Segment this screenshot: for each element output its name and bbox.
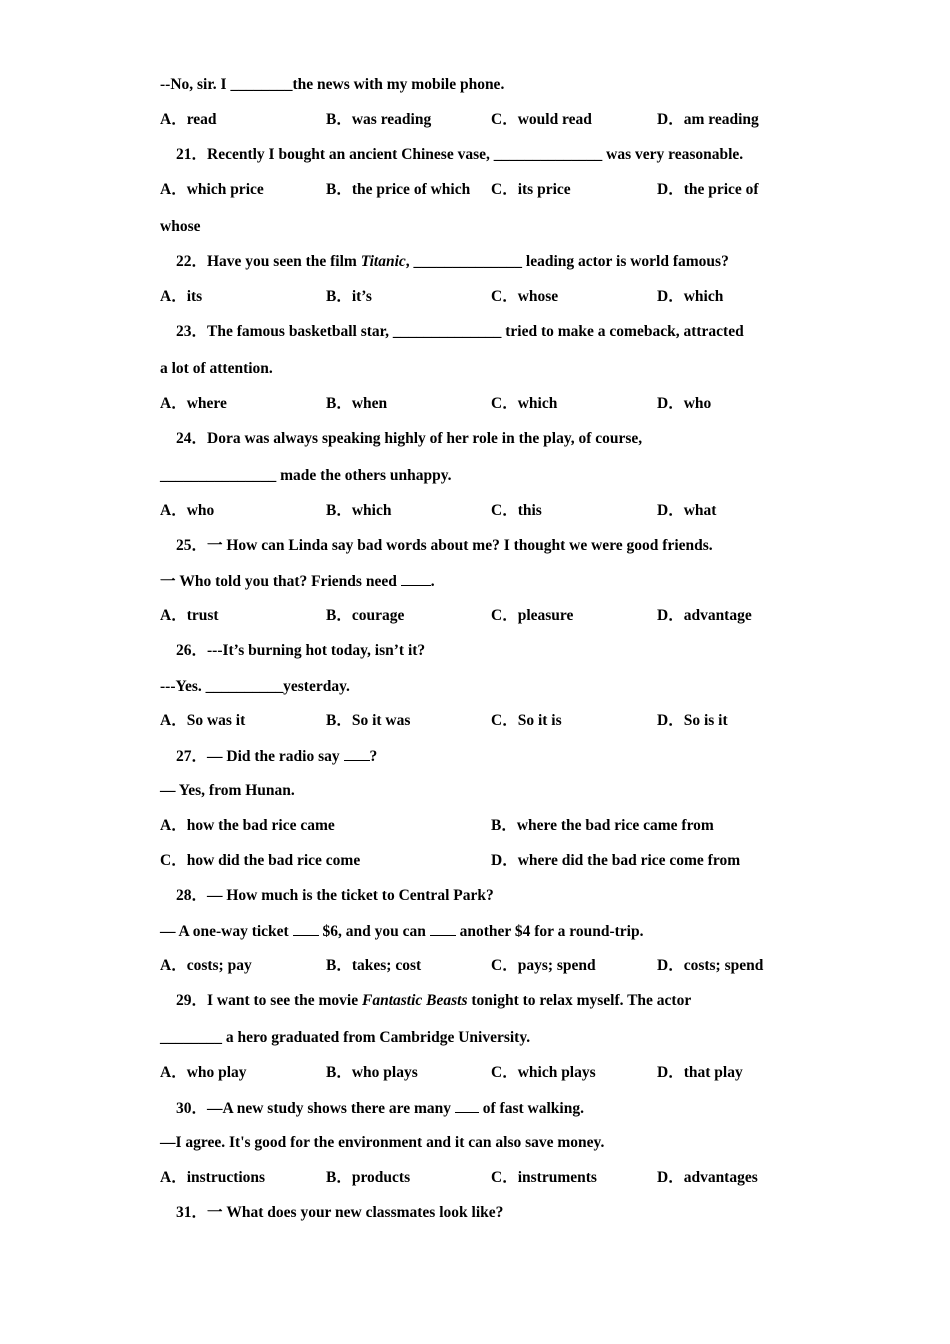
question-21: 21．Recently I bought an ancient Chinese vase, ______________ was very reasonable. (176, 146, 744, 163)
option-b: B．was reading (326, 111, 432, 128)
option-b: B．who plays (326, 1064, 418, 1081)
question-21-option-d-continued: whose (160, 218, 201, 235)
answer-blank (430, 921, 456, 936)
option-a: A．costs; pay (160, 957, 252, 974)
question-30 (176, 1098, 584, 1119)
answer-blank (293, 921, 319, 936)
question-25-reply-end: . (430, 573, 435, 590)
option-c: C．So it is (491, 712, 562, 729)
option-b: B．So it was (326, 712, 411, 729)
option-a: A．where (160, 395, 227, 412)
question-28-reply (160, 921, 643, 942)
question-23-continued: a lot of attention. (160, 360, 273, 377)
option-d: D．who (657, 395, 712, 412)
question-26-reply: ---Yes. __________yesterday. (160, 678, 350, 695)
option-c: C．its price (491, 181, 571, 198)
option-b: B．when (326, 395, 388, 412)
question-31: 31．一 What does your new classmates look like? (176, 1204, 504, 1221)
question-27-text-end: ? (369, 748, 378, 765)
question-27-reply: — Yes, from Hunan. (160, 782, 295, 799)
option-a: A．So was it (160, 712, 246, 729)
question-25-options (160, 606, 820, 626)
question-23: 23．The famous basketball star, ______________ tried to make a comeback, attracted (176, 323, 744, 340)
option-a: A．trust (160, 607, 219, 624)
question-22 (176, 252, 729, 272)
question-28-options (160, 956, 820, 976)
question-23-options (160, 394, 820, 414)
answer-blank (455, 1098, 479, 1113)
question-22-options (160, 287, 820, 307)
film-title: Titanic (360, 253, 406, 270)
question-24-options (160, 501, 820, 521)
option-a: A．read (160, 111, 217, 128)
option-b: B．where the bad rice came from (491, 817, 714, 834)
question-29-text-end: tonight to relax myself. The actor (467, 992, 692, 1009)
answer-blank (401, 571, 431, 586)
option-d: D．So is it (657, 712, 728, 729)
option-a: A．which price (160, 181, 264, 198)
option-c: C．would read (491, 111, 592, 128)
option-d: D．advantage (657, 607, 752, 624)
question-25-reply-text: 一 Who told you that? Friends need (160, 573, 401, 590)
question-27-text: 27．— Did the radio say (176, 748, 344, 765)
question-30-text-end: of fast walking. (478, 1100, 584, 1117)
question-30-options (160, 1168, 820, 1188)
question-21-options (160, 180, 820, 200)
option-d: D．costs; spend (657, 957, 764, 974)
option-d: D．advantages (657, 1169, 758, 1186)
question-28-reply-text-2: $6, and you can (318, 923, 430, 940)
option-c: C．whose (491, 288, 559, 305)
option-a: A．how the bad rice came (160, 817, 335, 834)
question-26-options (160, 711, 820, 731)
question-28-reply-text: — A one-way ticket (160, 923, 293, 940)
movie-title: Fantastic Beasts (361, 992, 468, 1009)
answer-blank (344, 746, 370, 761)
option-d: D．where did the bad rice come from (491, 852, 741, 869)
option-c: C．instruments (491, 1169, 597, 1186)
option-c: C．how did the bad rice come (160, 852, 361, 869)
option-c: C．which (491, 395, 558, 412)
option-d: D．which (657, 288, 724, 305)
question-20-answer-line: --No, sir. I ________the news with my mobile phone. (160, 76, 505, 93)
question-30-reply: —I agree. It's good for the environment and it can also save money. (160, 1134, 605, 1151)
option-a: A．who (160, 502, 215, 519)
question-29-options (160, 1063, 820, 1083)
question-26: 26．---It’s burning hot today, isn’t it? (176, 642, 426, 659)
question-25-reply (160, 571, 435, 592)
option-b: B．products (326, 1169, 411, 1186)
question-29 (176, 991, 691, 1011)
question-22-text: 22．Have you seen the film (176, 253, 361, 270)
question-30-text: 30．—A new study shows there are many (176, 1100, 455, 1117)
question-27-options-row-2 (160, 851, 820, 871)
question-27 (176, 746, 377, 767)
question-24: 24．Dora was always speaking highly of her role in the play, of course, (176, 430, 643, 447)
question-22-text-end: , ______________ leading actor is world famous? (405, 253, 729, 270)
question-28-reply-text-3: another $4 for a round-trip. (455, 923, 644, 940)
option-d: D．am reading (657, 111, 759, 128)
option-d: D．that play (657, 1064, 743, 1081)
option-c: C．pleasure (491, 607, 574, 624)
option-b: B．it’s (326, 288, 372, 305)
option-b: B．the price of which (326, 181, 471, 198)
option-d: D．what (657, 502, 717, 519)
option-c: C．which plays (491, 1064, 596, 1081)
question-20-options (160, 110, 820, 130)
question-29-continued: ________ a hero graduated from Cambridge University. (160, 1029, 531, 1046)
option-b: B．courage (326, 607, 405, 624)
option-d: D．the price of (657, 181, 759, 198)
question-25: 25．一 How can Linda say bad words about me? I thought we were good friends. (176, 537, 713, 554)
question-29-text: 29．I want to see the movie (176, 992, 362, 1009)
option-a: A．its (160, 288, 203, 305)
option-a: A．instructions (160, 1169, 266, 1186)
question-28: 28．— How much is the ticket to Central Park? (176, 887, 494, 904)
question-24-continued: _______________ made the others unhappy. (160, 467, 452, 484)
option-c: C．this (491, 502, 542, 519)
question-27-options-row-1 (160, 816, 820, 836)
option-a: A．who play (160, 1064, 247, 1081)
option-b: B．takes; cost (326, 957, 422, 974)
option-c: C．pays; spend (491, 957, 596, 974)
option-b: B．which (326, 502, 392, 519)
